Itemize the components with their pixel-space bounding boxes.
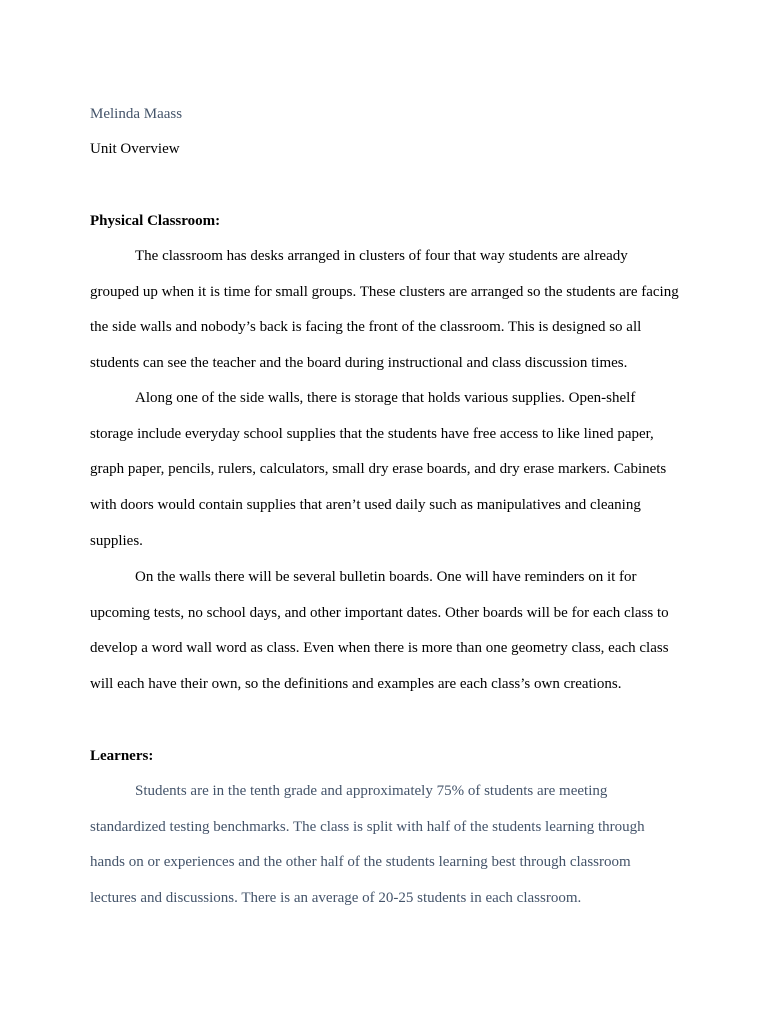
author-name: Melinda Maass (90, 106, 183, 122)
paragraph-classroom-desks: The classroom has desks arranged in clusters of four that way students are already grouped up when it is time for small groups. These clusters are arranged so the students are facing the side walls and nobody’s back is facing the front of the classroom. This is designed so all students can see the teacher and the board during instructional and class discussion times. (90, 248, 679, 372)
document-title: Unit Overview (90, 141, 180, 157)
paragraph-learners: Students are in the tenth grade and approximately 75% of students are meeting standardized testing benchmarks. The class is split with half of the students learning through hands on or experiences and the other half of the students learning best through classroom lectures and discussions. There is an average of 20-25 students in each classroom. (90, 783, 645, 907)
section-heading-learners: Learners: (90, 748, 154, 764)
paragraph-bulletin-boards: On the walls there will be several bulletin boards. One will have reminders on it for upcoming tests, no school days, and other important dates. Other boards will be for each class to develop a word wall word as class. Even when there is more than one geometry class, each class will each have their own, so the definitions and examples are each class’s own creations. (90, 569, 669, 693)
paragraph-classroom-storage: Along one of the side walls, there is storage that holds various supplies. Open-shelf storage include everyday school supplies that the students have free access to like lined paper, graph paper, pencils, rulers, calculators, small dry erase boards, and dry erase markers. Cabinets with doors would contain supplies that aren’t used daily such as manipulatives and cleaning supplies. (90, 390, 667, 549)
section-heading-physical-classroom: Physical Classroom: (90, 213, 221, 229)
